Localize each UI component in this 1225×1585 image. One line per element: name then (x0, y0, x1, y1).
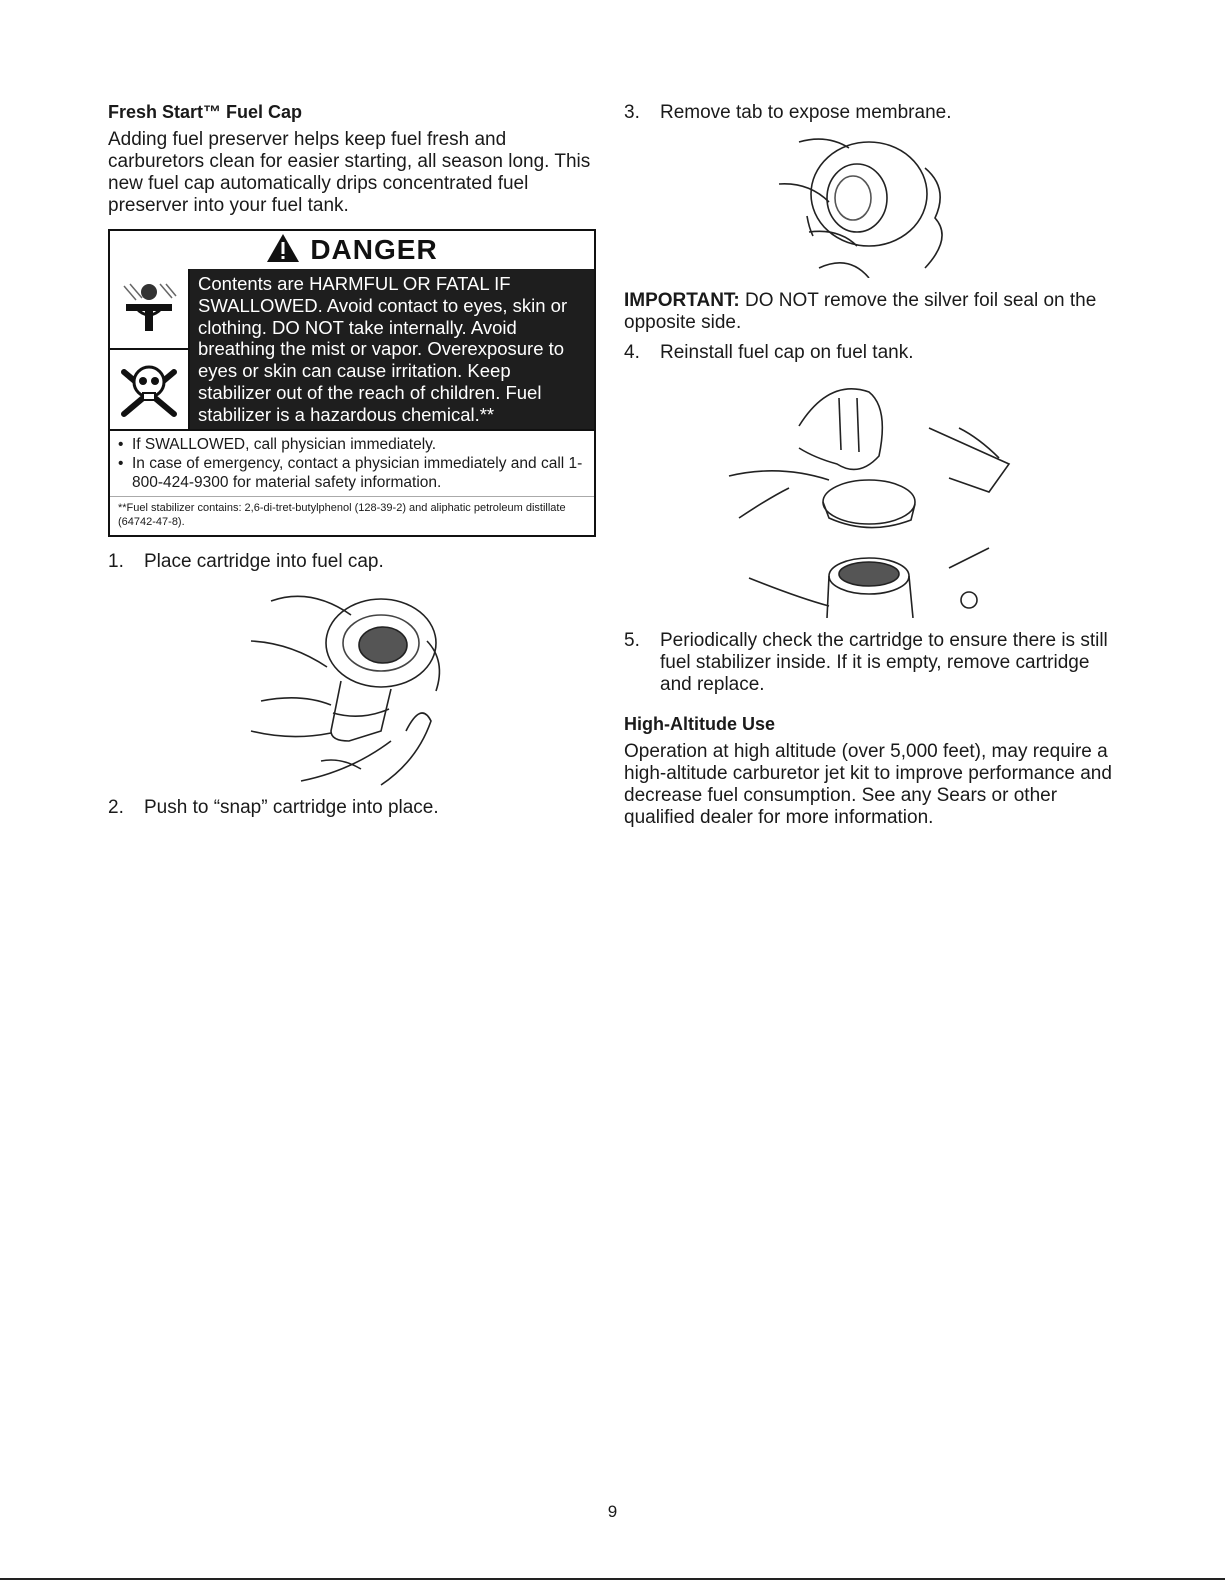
step-3: 3. Remove tab to expose membrane. (624, 102, 952, 123)
section-heading-fresh-start: Fresh Start™ Fuel Cap (108, 102, 303, 122)
step-4: 4. Reinstall fuel cap on fuel tank. (624, 342, 914, 363)
danger-label (108, 229, 596, 537)
right-column (624, 102, 1114, 829)
cartridge-into-cap-illustration (231, 581, 471, 791)
step-5: 5. Periodically check the cartridge to ensure there is still fuel stabilizer inside. If it is empty, remove cartridge and replace. (624, 630, 1108, 695)
hazard-hand-icon (110, 269, 190, 350)
high-altitude-paragraph: Operation at high altitude (over 5,000 feet), may require a high-altitude carburetor jet kit to improve performance and decrease fuel consumption. See any Sears or other qualified dealer for more information. (624, 741, 1112, 828)
danger-footnote: **Fuel stabilizer contains: 2,6-di-tret-butylphenol (128-39-2) and aliphatic petroleum distillate (64742-47-8). (110, 496, 594, 535)
step-1: 1. Place cartridge into fuel cap. (108, 551, 384, 572)
left-column (108, 102, 594, 819)
warning-triangle-icon (266, 233, 300, 268)
important-note: IMPORTANT: DO NOT remove the silver foil seal on the opposite side. (624, 290, 1097, 333)
list-item: • If SWALLOWED, call physician immediately. (118, 436, 437, 453)
danger-title: DANGER (310, 234, 438, 265)
list-item: • In case of emergency, contact a physician immediately and call 1-800-424-9300 for material safety information. (118, 455, 583, 491)
remove-tab-illustration (749, 128, 989, 278)
danger-warning-text: Contents are HARMFUL OR FATAL IF SWALLOWED. Avoid contact to eyes, skin or clothing. DO NOT take internally. Avoid breathing the mist or vapor. Overexposure to eyes or skin can cause irritation. Keep stabilizer out of the reach of children. Fuel stabilizer is a hazardous chemical.** (190, 269, 594, 429)
reinstall-cap-illustration (719, 368, 1019, 618)
danger-bullet-list (110, 429, 594, 496)
step-2: 2. Push to “snap” cartridge into place. (108, 797, 439, 818)
skull-crossbones-icon (110, 350, 190, 429)
intro-paragraph: Adding fuel preserver helps keep fuel fresh and carburetors clean for easier starting, all season long. This new fuel cap automatically drips concentrated fuel preserver into your fuel tank. (108, 129, 591, 216)
page-number: 9 (607, 1502, 618, 1521)
bottom-rule (0, 1578, 1225, 1580)
section-heading-high-altitude: High-Altitude Use (624, 714, 775, 734)
danger-header (110, 231, 594, 269)
